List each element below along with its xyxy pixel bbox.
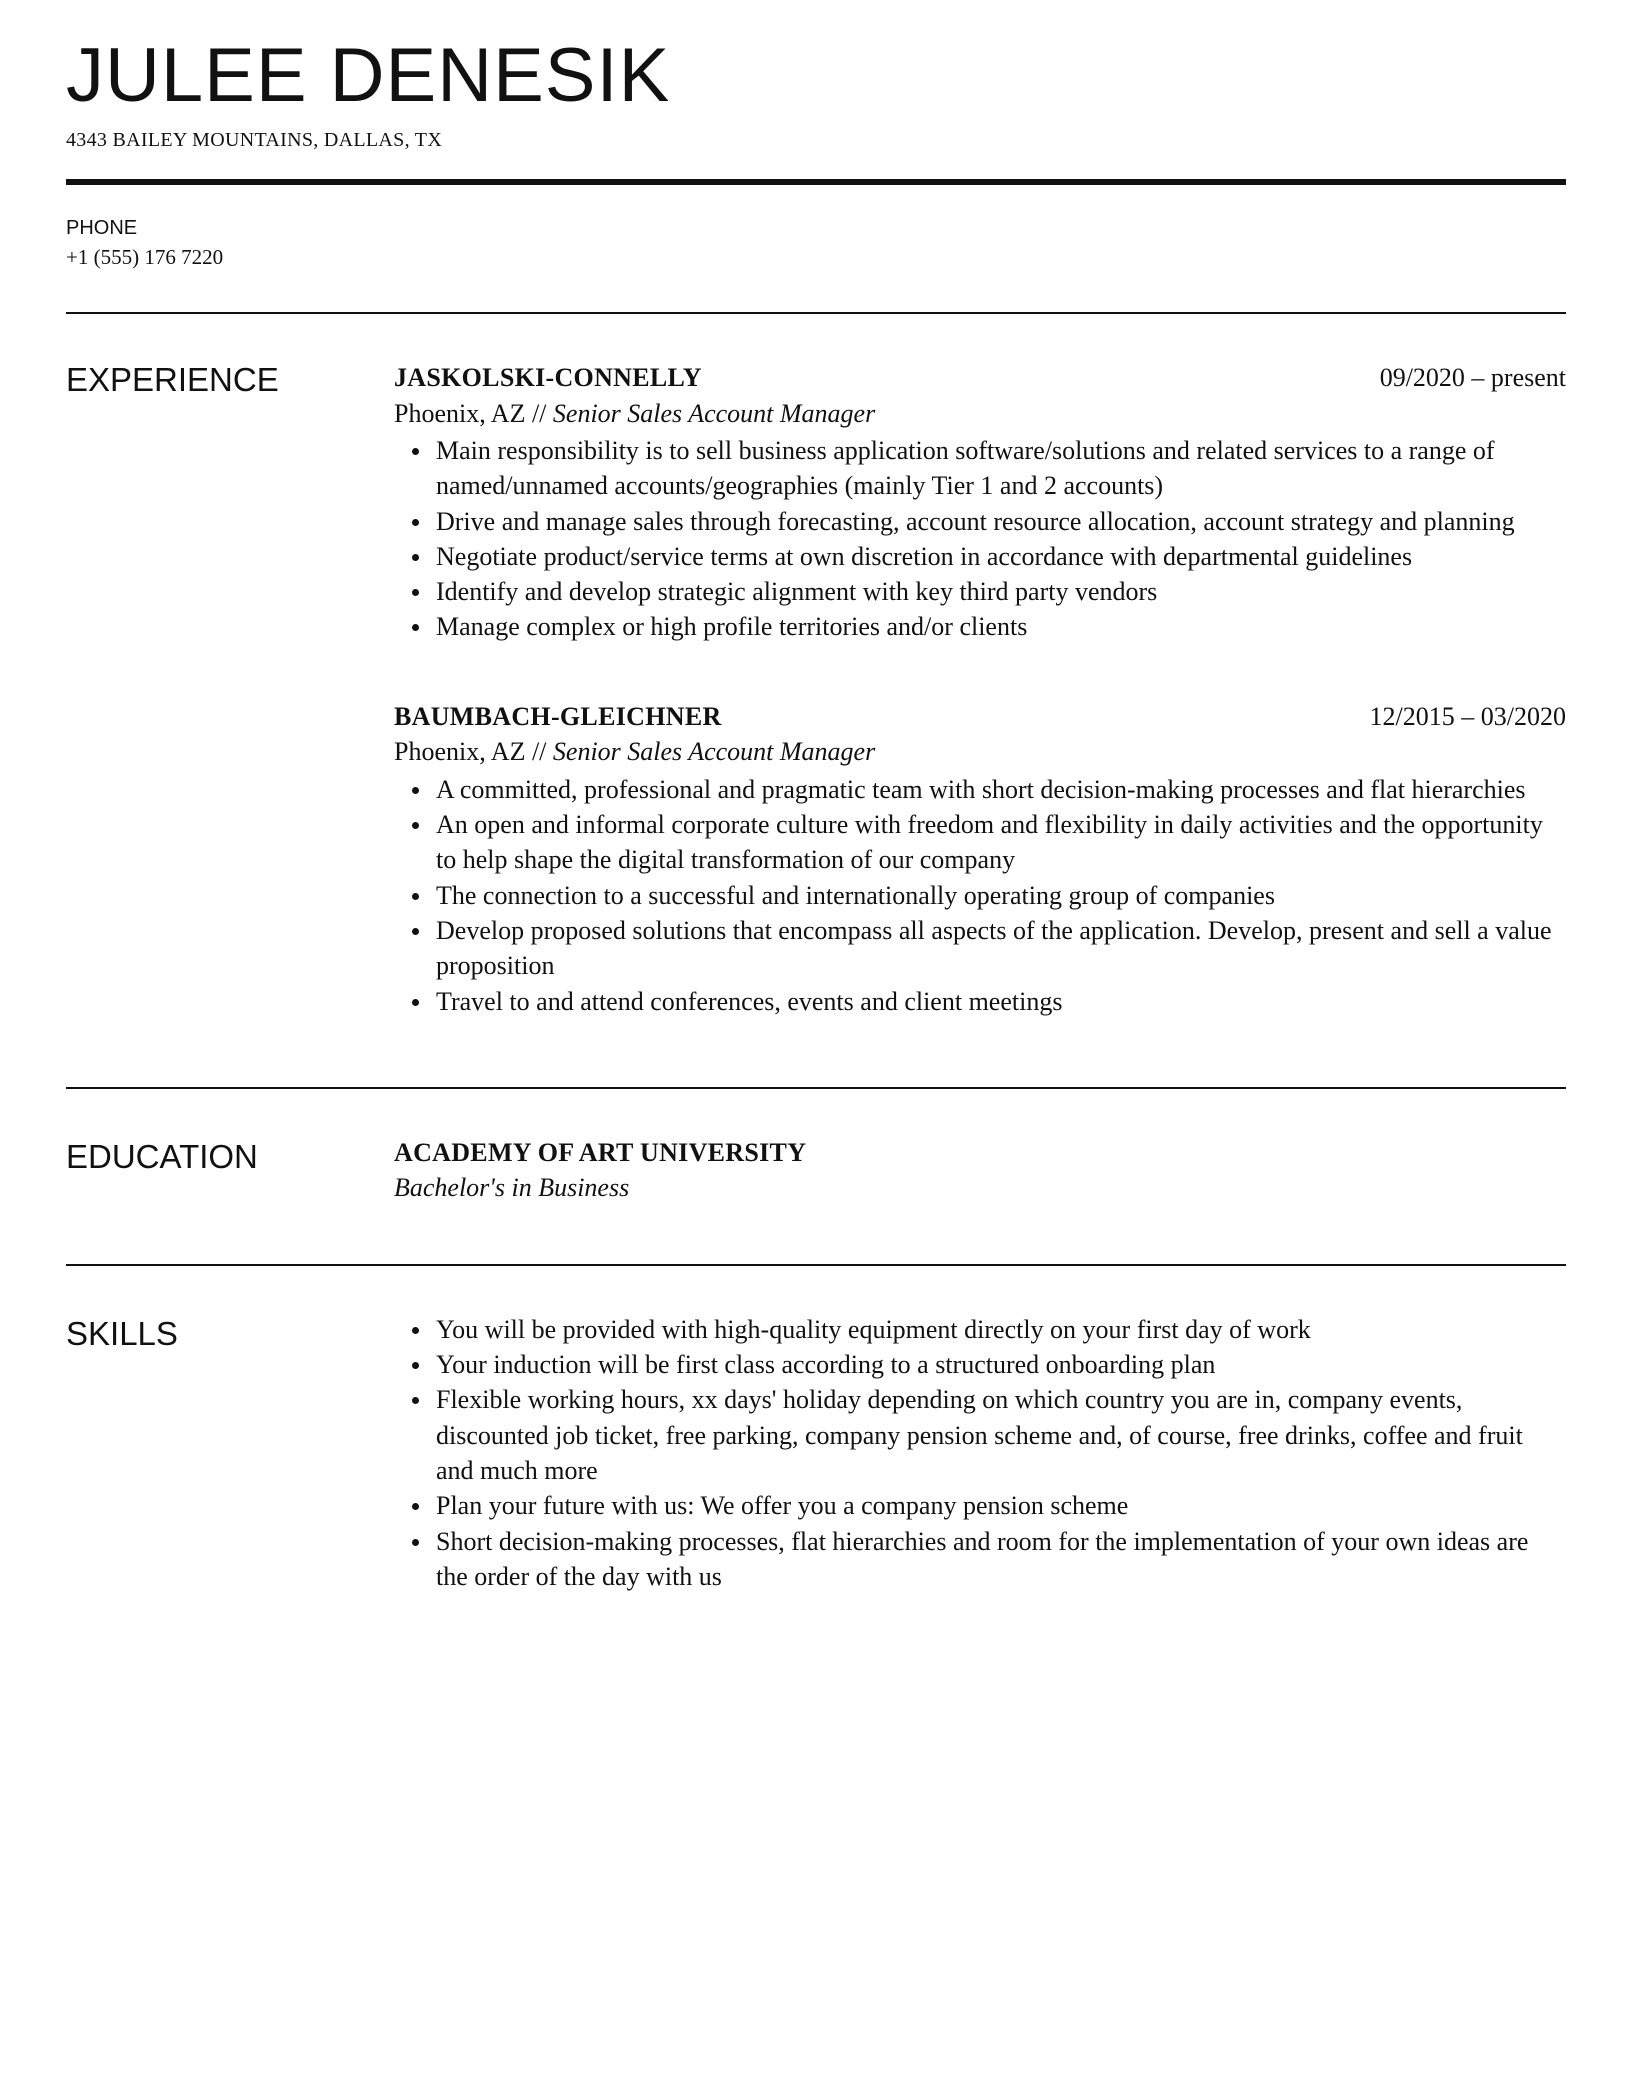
job-title: Senior Sales Account Manager (552, 737, 876, 767)
candidate-name: JULEE DENESIK (66, 33, 671, 118)
job-title: Senior Sales Account Manager (552, 398, 876, 428)
list-item: Travel to and attend conferences, events and client meetings (436, 984, 1566, 1019)
job-header (394, 699, 1566, 735)
list-item: Short decision-making processes, flat hierarchies and room for the implementation of your own ideas are the order of the day with us (436, 1524, 1566, 1595)
list-item: The connection to a successful and internationally operating group of companies (436, 878, 1566, 913)
candidate-address: 4343 BAILEY MOUNTAINS, DALLAS, TX (66, 129, 443, 151)
job-location: Phoenix, AZ // (394, 398, 553, 428)
section-divider (66, 312, 1566, 314)
job-company: JASKOLSKI-CONNELLY (394, 363, 702, 392)
list-item: A committed, professional and pragmatic team with short decision-making processes and flat hierarchies (436, 772, 1566, 807)
job-bullets (394, 433, 1566, 645)
experience-section (66, 360, 1566, 1019)
job-location-title (394, 734, 1566, 770)
skills-body (394, 1312, 1566, 1594)
list-item: Develop proposed solutions that encompass all aspects of the application. Develop, present and sell a value proposition (436, 913, 1566, 984)
list-item: An open and informal corporate culture with freedom and flexibility in daily activities and the opportunity to help shape the digital transformation of our company (436, 807, 1566, 878)
education-body (394, 1135, 1566, 1206)
section-divider (66, 1264, 1566, 1266)
resume-page (66, 0, 1566, 1594)
education-degree: Bachelor's in Business (394, 1173, 630, 1203)
list-item: Negotiate product/service terms at own discretion in accordance with departmental guidelines (436, 539, 1566, 574)
list-item: Your induction will be first class according to a structured onboarding plan (436, 1347, 1566, 1382)
phone-value: +1 (555) 176 7220 (66, 245, 224, 269)
job-entry (394, 699, 1566, 1019)
list-item: Main responsibility is to sell business application software/solutions and related services to a range of named/unnamed accounts/geographies (mainly Tier 1 and 2 accounts) (436, 433, 1566, 504)
experience-heading: EXPERIENCE (66, 361, 279, 398)
list-item: Plan your future with us: We offer you a company pension scheme (436, 1488, 1566, 1523)
header-divider (66, 179, 1566, 185)
list-item: Manage complex or high profile territories and/or clients (436, 609, 1566, 644)
job-company: BAUMBACH-GLEICHNER (394, 701, 722, 731)
job-location: Phoenix, AZ // (394, 737, 553, 767)
skills-list (394, 1312, 1566, 1594)
job-dates: 12/2015 – 03/2020 (1369, 701, 1566, 731)
list-item: Identify and develop strategic alignment with key third party vendors (436, 574, 1566, 609)
job-header (394, 360, 1566, 396)
job-entry (394, 360, 1566, 645)
education-section (66, 1135, 1566, 1206)
skills-heading: SKILLS (66, 1314, 178, 1352)
contact-block (66, 216, 1566, 272)
job-location-title (394, 396, 1566, 432)
experience-body (394, 360, 1566, 1019)
job-dates: 09/2020 – present (1379, 363, 1566, 392)
skills-section (66, 1312, 1566, 1594)
list-item: Flexible working hours, xx days' holiday depending on which country you are in, company events, discounted job ticket, free parking, company pension scheme and, of course, free drinks, coffee and fruit and much more (436, 1382, 1566, 1488)
phone-label: PHONE (66, 217, 138, 239)
job-bullets (394, 772, 1566, 1019)
list-item: Drive and manage sales through forecasting, account resource allocation, account strategy and planning (436, 504, 1566, 539)
section-divider (66, 1087, 1566, 1089)
education-heading: EDUCATION (66, 1137, 258, 1175)
list-item: You will be provided with high-quality equipment directly on your first day of work (436, 1312, 1566, 1347)
education-school: ACADEMY OF ART UNIVERSITY (394, 1137, 807, 1167)
